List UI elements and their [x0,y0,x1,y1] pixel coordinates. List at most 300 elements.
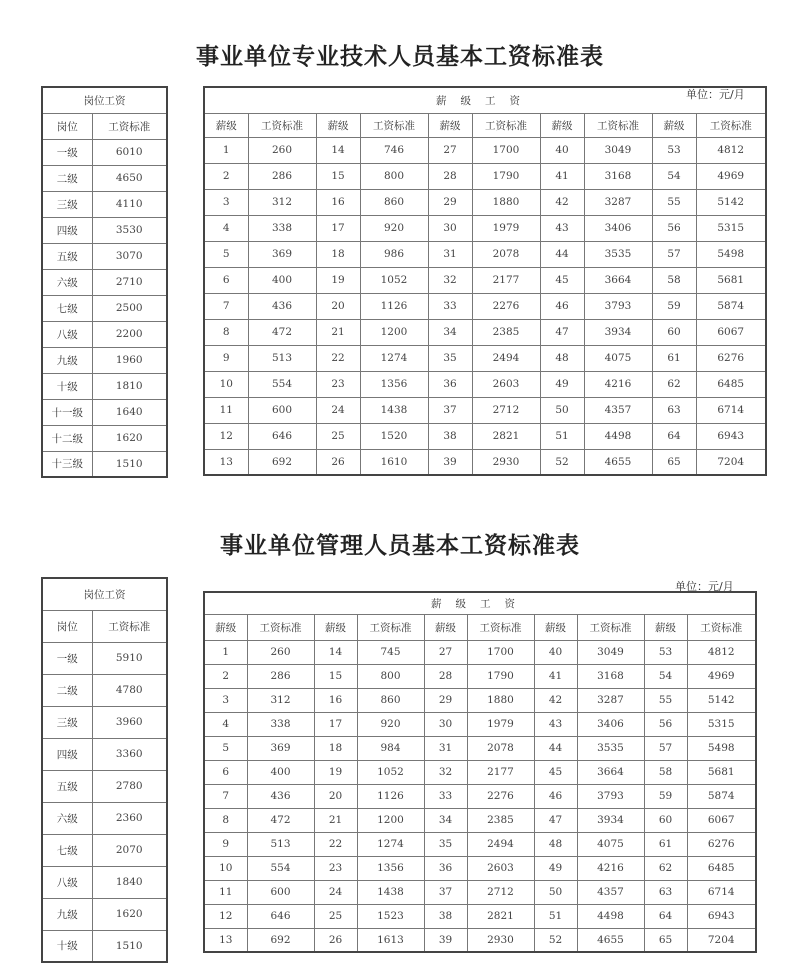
grade-number: 63 [652,397,696,423]
grade-number: 30 [428,215,472,241]
salary-value: 1979 [472,215,540,241]
salary-value: 5874 [687,784,756,808]
salary-value: 4969 [687,664,756,688]
table-row [42,243,167,269]
grade-number: 40 [540,137,584,163]
table-row [42,295,167,321]
grade-number: 50 [540,397,584,423]
column-header: 岗位 [42,610,92,642]
unit-label: 单位：元/月 [686,88,745,101]
salary-value: 1274 [357,832,424,856]
salary-value: 2177 [467,760,534,784]
grade-salary-table [203,591,757,953]
salary-value: 4357 [577,880,644,904]
grade-number: 15 [314,664,357,688]
grade-number: 7 [204,293,248,319]
grade-number: 30 [424,712,467,736]
salary-value: 3793 [577,784,644,808]
salary-value: 1610 [360,449,428,475]
salary-value: 3535 [584,241,652,267]
grade-number: 7 [204,784,247,808]
post-level: 七级 [42,295,92,321]
post-level: 九级 [42,898,92,930]
salary-value: 2177 [472,267,540,293]
table-row [42,347,167,373]
salary-value: 6276 [696,345,766,371]
salary-value: 4357 [584,397,652,423]
table-row [204,832,756,856]
column-header: 岗位 [42,113,92,139]
salary-value: 2494 [467,832,534,856]
salary-value: 920 [357,712,424,736]
salary-value: 1960 [92,347,167,373]
column-header: 工资标准 [92,610,167,642]
grade-number: 17 [314,712,357,736]
table-row [204,784,756,808]
grade-number: 33 [424,784,467,808]
table-row [204,241,766,267]
grade-number: 21 [314,808,357,832]
column-header: 工资标准 [248,113,316,137]
table-row [42,738,167,770]
grade-number: 61 [652,345,696,371]
column-header: 工资标准 [696,113,766,137]
grade-number: 12 [204,423,248,449]
salary-value: 1790 [467,664,534,688]
salary-value: 3664 [577,760,644,784]
table-row [42,217,167,243]
grade-number: 59 [652,293,696,319]
salary-value: 646 [248,423,316,449]
salary-value: 4075 [577,832,644,856]
salary-value: 4780 [92,674,167,706]
column-header: 薪级 [204,614,247,640]
table-row [204,712,756,736]
post-level: 三级 [42,191,92,217]
grade-number: 60 [644,808,687,832]
salary-value: 2780 [92,770,167,802]
column-header: 工资标准 [357,614,424,640]
grade-number: 56 [652,215,696,241]
salary-value: 600 [248,397,316,423]
column-header: 工资标准 [360,113,428,137]
salary-value: 4498 [577,904,644,928]
grade-number: 25 [314,904,357,928]
salary-value: 5142 [687,688,756,712]
salary-value: 4812 [687,640,756,664]
table-row [204,856,756,880]
grade-number: 26 [314,928,357,952]
salary-value: 6276 [687,832,756,856]
grade-number: 4 [204,712,247,736]
grade-number: 4 [204,215,248,241]
grade-number: 48 [534,832,577,856]
column-header: 薪级 [534,614,577,640]
grade-number: 47 [540,319,584,345]
salary-value: 472 [248,319,316,345]
grade-number: 3 [204,688,247,712]
salary-value: 338 [248,215,316,241]
grade-number: 39 [424,928,467,952]
table-row [42,165,167,191]
salary-value: 745 [357,640,424,664]
table-row [204,760,756,784]
salary-value: 1126 [360,293,428,319]
salary-value: 286 [247,664,314,688]
grade-number: 8 [204,808,247,832]
salary-value: 286 [248,163,316,189]
salary-value: 5681 [687,760,756,784]
table-row [204,371,766,397]
grade-number: 43 [534,712,577,736]
grade-number: 34 [428,319,472,345]
grade-number: 41 [540,163,584,189]
table-row [42,191,167,217]
salary-value: 920 [360,215,428,241]
salary-value: 6067 [687,808,756,832]
salary-value: 2276 [467,784,534,808]
post-level: 一级 [42,139,92,165]
post-level: 四级 [42,738,92,770]
grade-number: 29 [424,688,467,712]
salary-value: 3287 [577,688,644,712]
salary-value: 436 [248,293,316,319]
salary-value: 2710 [92,269,167,295]
salary-value: 1356 [357,856,424,880]
salary-value: 1620 [92,425,167,451]
salary-value: 5498 [687,736,756,760]
table-row [204,319,766,345]
table-row [204,904,756,928]
post-level: 十一级 [42,399,92,425]
salary-value: 800 [360,163,428,189]
post-level: 五级 [42,770,92,802]
salary-value: 2385 [467,808,534,832]
salary-value: 3406 [577,712,644,736]
salary-value: 3406 [584,215,652,241]
grade-number: 44 [534,736,577,760]
salary-value: 1438 [357,880,424,904]
salary-value: 3934 [584,319,652,345]
grade-number: 10 [204,371,248,397]
salary-value: 1840 [92,866,167,898]
grade-number: 65 [652,449,696,475]
caption-row [42,578,167,610]
salary-value: 5874 [696,293,766,319]
column-header: 薪级 [424,614,467,640]
post-level: 五级 [42,243,92,269]
grade-number: 61 [644,832,687,856]
grade-number: 23 [314,856,357,880]
grade-number: 47 [534,808,577,832]
salary-value: 369 [247,736,314,760]
grade-number: 24 [316,397,360,423]
header-row [204,113,766,137]
salary-value: 1700 [467,640,534,664]
grade-number: 59 [644,784,687,808]
grade-number: 2 [204,163,248,189]
table-caption: 岗位工资 [42,578,167,610]
table-row [42,770,167,802]
salary-value: 4075 [584,345,652,371]
grade-number: 37 [424,880,467,904]
grade-number: 14 [314,640,357,664]
table-row [42,930,167,962]
table-caption: 薪级工资 [204,592,756,614]
salary-value: 692 [248,449,316,475]
salary-value: 5498 [696,241,766,267]
grade-number: 9 [204,345,248,371]
salary-value: 1438 [360,397,428,423]
header-row [42,113,167,139]
table-row [42,898,167,930]
salary-value: 5681 [696,267,766,293]
salary-value: 6943 [696,423,766,449]
salary-value: 5315 [696,215,766,241]
salary-value: 3960 [92,706,167,738]
salary-value: 1979 [467,712,534,736]
grade-number: 41 [534,664,577,688]
grade-number: 1 [204,137,248,163]
grade-number: 27 [424,640,467,664]
post-level: 二级 [42,165,92,191]
grade-number: 12 [204,904,247,928]
salary-value: 4216 [577,856,644,880]
salary-value: 5142 [696,189,766,215]
column-header: 工资标准 [577,614,644,640]
grade-number: 51 [540,423,584,449]
salary-value: 312 [248,189,316,215]
grade-number: 65 [644,928,687,952]
salary-value: 1052 [357,760,424,784]
grade-number: 28 [424,664,467,688]
grade-number: 2 [204,664,247,688]
salary-value: 2078 [472,241,540,267]
unit-label: 单位：元/月 [675,580,734,593]
grade-number: 32 [424,760,467,784]
post-level: 一级 [42,642,92,674]
salary-value: 472 [247,808,314,832]
grade-number: 17 [316,215,360,241]
salary-value: 6485 [696,371,766,397]
salary-value: 1523 [357,904,424,928]
salary-value: 260 [247,640,314,664]
post-level: 十二级 [42,425,92,451]
grade-number: 36 [424,856,467,880]
post-level: 十级 [42,373,92,399]
salary-value: 400 [247,760,314,784]
grade-number: 37 [428,397,472,423]
grade-number: 55 [644,688,687,712]
grade-number: 3 [204,189,248,215]
salary-value: 1880 [467,688,534,712]
salary-value: 4650 [92,165,167,191]
column-header: 工资标准 [92,113,167,139]
table-row [204,423,766,449]
salary-value: 692 [247,928,314,952]
salary-value: 3070 [92,243,167,269]
salary-value: 860 [360,189,428,215]
salary-value: 4812 [696,137,766,163]
salary-value: 6714 [687,880,756,904]
grade-number: 56 [644,712,687,736]
table-row [42,321,167,347]
table-row [42,373,167,399]
grade-number: 50 [534,880,577,904]
table-row [204,345,766,371]
salary-value: 1510 [92,451,167,477]
grade-number: 29 [428,189,472,215]
grade-number: 5 [204,736,247,760]
salary-value: 400 [248,267,316,293]
grade-number: 16 [314,688,357,712]
salary-value: 7204 [696,449,766,475]
table-row [42,834,167,866]
table-row [204,293,766,319]
caption-row [204,592,756,614]
grade-number: 6 [204,267,248,293]
grade-number: 45 [534,760,577,784]
header-row [42,610,167,642]
salary-value: 1510 [92,930,167,962]
grade-number: 35 [428,345,472,371]
grade-number: 42 [540,189,584,215]
caption-row [42,87,167,113]
salary-value: 6485 [687,856,756,880]
table-caption: 岗位工资 [42,87,167,113]
grade-number: 20 [316,293,360,319]
grade-number: 1 [204,640,247,664]
grade-number: 5 [204,241,248,267]
table-row [204,215,766,241]
salary-value: 1880 [472,189,540,215]
grade-number: 57 [644,736,687,760]
column-header: 工资标准 [247,614,314,640]
table-row [204,880,756,904]
salary-value: 2360 [92,802,167,834]
grade-number: 58 [652,267,696,293]
salary-value: 3049 [584,137,652,163]
column-header: 薪级 [428,113,472,137]
grade-number: 62 [652,371,696,397]
post-level: 六级 [42,269,92,295]
grade-number: 34 [424,808,467,832]
table-row [204,640,756,664]
salary-value: 6067 [696,319,766,345]
grade-number: 11 [204,397,248,423]
grade-number: 28 [428,163,472,189]
table-row [42,802,167,834]
grade-number: 55 [652,189,696,215]
grade-number: 35 [424,832,467,856]
grade-number: 52 [540,449,584,475]
salary-value: 2930 [467,928,534,952]
grade-number: 10 [204,856,247,880]
salary-value: 1200 [360,319,428,345]
salary-value: 5315 [687,712,756,736]
salary-value: 3934 [577,808,644,832]
table-row [42,674,167,706]
salary-value: 554 [247,856,314,880]
salary-value: 4216 [584,371,652,397]
salary-value: 1810 [92,373,167,399]
page-title: 事业单位专业技术人员基本工资标准表 [196,44,604,70]
grade-number: 40 [534,640,577,664]
column-header: 工资标准 [467,614,534,640]
salary-value: 746 [360,137,428,163]
grade-number: 18 [314,736,357,760]
salary-value: 436 [247,784,314,808]
grade-number: 26 [316,449,360,475]
caption-row [204,87,766,113]
salary-value: 3530 [92,217,167,243]
post-level: 六级 [42,802,92,834]
column-header: 薪级 [204,113,248,137]
salary-value: 986 [360,241,428,267]
salary-value: 2712 [467,880,534,904]
salary-value: 3664 [584,267,652,293]
salary-value: 1356 [360,371,428,397]
grade-number: 60 [652,319,696,345]
grade-number: 63 [644,880,687,904]
post-level: 九级 [42,347,92,373]
grade-number: 43 [540,215,584,241]
salary-value: 513 [247,832,314,856]
table-row [204,397,766,423]
table-caption: 薪级工资 [204,87,766,113]
grade-number: 13 [204,928,247,952]
salary-value: 1520 [360,423,428,449]
grade-number: 54 [644,664,687,688]
grade-number: 48 [540,345,584,371]
salary-value: 2821 [472,423,540,449]
grade-number: 11 [204,880,247,904]
grade-number: 31 [424,736,467,760]
page-title: 事业单位管理人员基本工资标准表 [220,533,580,559]
post-level: 三级 [42,706,92,738]
column-header: 薪级 [644,614,687,640]
salary-value: 1274 [360,345,428,371]
salary-value: 6943 [687,904,756,928]
salary-value: 1620 [92,898,167,930]
salary-value: 3168 [584,163,652,189]
table-row [42,642,167,674]
grade-number: 32 [428,267,472,293]
grade-number: 46 [534,784,577,808]
salary-value: 800 [357,664,424,688]
table-row [204,928,756,952]
salary-value: 2930 [472,449,540,475]
salary-value: 2200 [92,321,167,347]
grade-number: 36 [428,371,472,397]
post-salary-table [41,86,168,478]
salary-value: 2276 [472,293,540,319]
grade-number: 25 [316,423,360,449]
grade-number: 49 [534,856,577,880]
salary-value: 4969 [696,163,766,189]
table-row [204,808,756,832]
salary-value: 1640 [92,399,167,425]
salary-value: 369 [248,241,316,267]
post-level: 十三级 [42,451,92,477]
grade-number: 38 [424,904,467,928]
grade-number: 39 [428,449,472,475]
table-row [42,399,167,425]
grade-number: 64 [644,904,687,928]
salary-value: 6010 [92,139,167,165]
grade-number: 64 [652,423,696,449]
column-header: 工资标准 [472,113,540,137]
